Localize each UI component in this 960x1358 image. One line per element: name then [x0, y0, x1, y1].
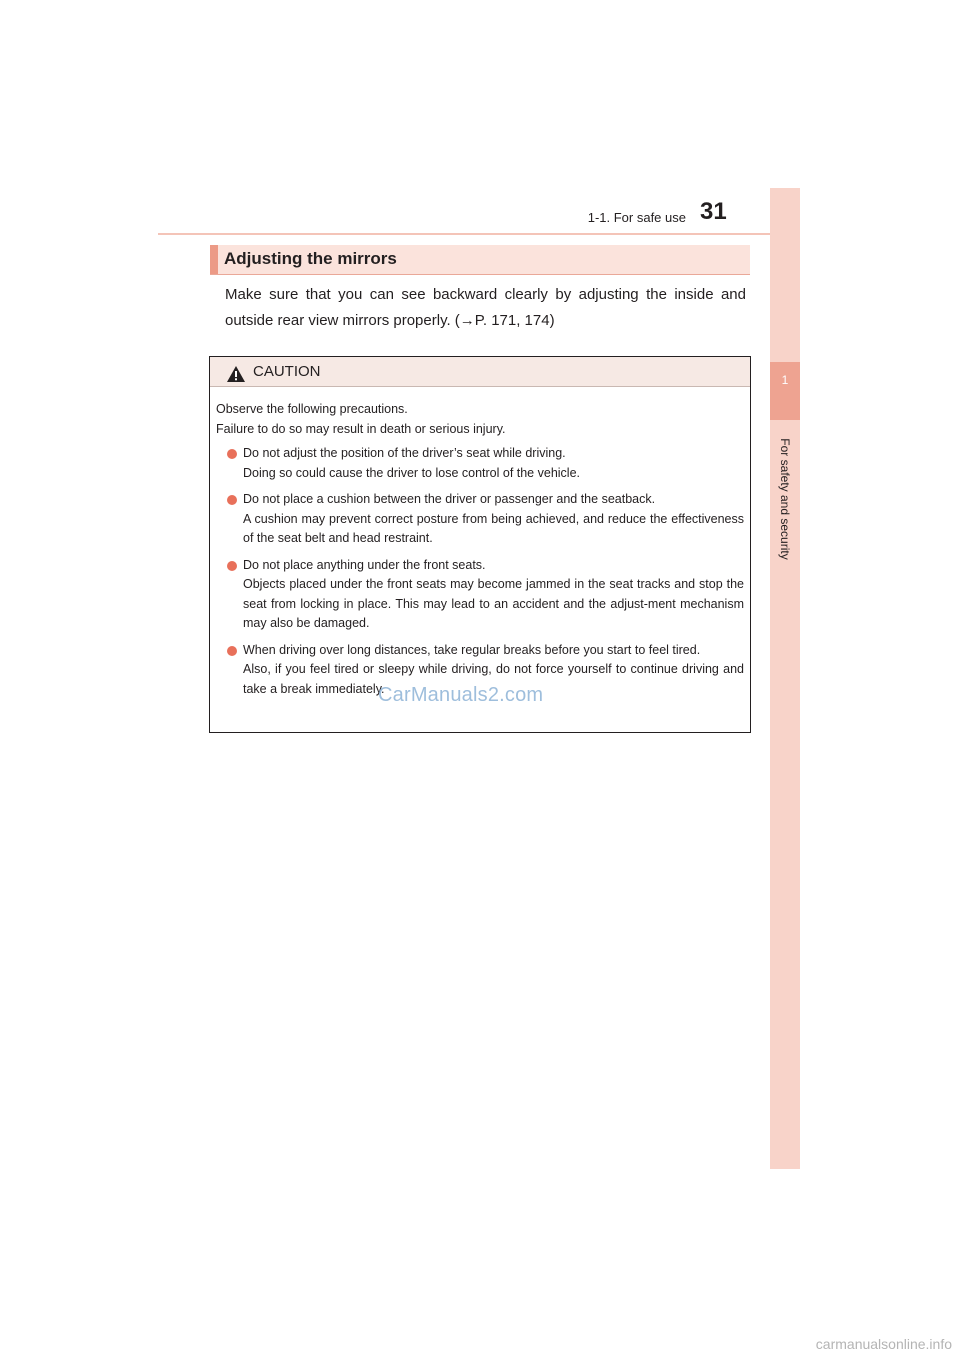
- footer-watermark: carmanualsonline.info: [815, 1336, 952, 1352]
- caution-intro-line: Observe the following precautions.: [216, 402, 408, 416]
- caution-item-heading: When driving over long distances, take regular breaks before you start to feel tired.: [243, 642, 701, 657]
- bullet-dot-icon: [227, 449, 237, 459]
- caution-item-detail: Objects placed under the front seats may become jammed in the seat tracks and stop the seat from locking in place. This may lead to an accident and the adjust-ment mechanism may also be damaged.: [243, 577, 744, 630]
- caution-header: [210, 357, 750, 387]
- chapter-number: 1: [781, 373, 789, 387]
- section-intro: Make sure that you can see backward clearly by adjusting the inside and outside rear view mirrors properly. (→P. 171, 174): [225, 286, 746, 329]
- caution-item-detail: Also, if you feel tired or sleepy while driving, do not force yourself to continue driving and take a break immediately.: [243, 662, 744, 696]
- bullet-dot-icon: [227, 561, 237, 571]
- chapter-number-box: [770, 362, 800, 420]
- chapter-side-tab: [770, 188, 800, 1169]
- watermark: CarManuals2.com: [378, 684, 544, 706]
- caution-intro-line: Failure to do so may result in death or serious injury.: [216, 422, 506, 436]
- caution-list: [216, 444, 744, 706]
- caution-title: CAUTION: [253, 363, 321, 380]
- caution-item-heading: Do not place anything under the front seats.: [243, 557, 486, 572]
- caution-item-heading: Do not adjust the position of the driver’s seat while driving.: [243, 446, 566, 460]
- warning-triangle-icon: [226, 365, 246, 383]
- running-header-section: 1-1. For safe use: [587, 210, 686, 225]
- chapter-label: For safety and security: [778, 438, 792, 560]
- section-heading: [210, 245, 750, 275]
- header-rule: [158, 233, 800, 235]
- page-number: 31: [700, 198, 727, 225]
- bullet-dot-icon: [227, 646, 237, 656]
- caution-item: [216, 490, 744, 549]
- caution-item-detail: Doing so could cause the driver to lose control of the vehicle.: [243, 465, 580, 480]
- bullet-dot-icon: [227, 495, 237, 505]
- caution-item-detail: A cushion may prevent correct posture from being achieved, and reduce the effectiveness of the seat belt and head restraint.: [243, 511, 744, 545]
- caution-item-heading: Do not place a cushion between the driver or passenger and the seatback.: [243, 492, 656, 506]
- caution-intro: [216, 399, 744, 439]
- caution-box: [209, 356, 751, 733]
- caution-item: [216, 556, 744, 634]
- section-heading-accent-bar: [210, 245, 218, 274]
- caution-item: [216, 444, 744, 483]
- section-title: Adjusting the mirrors: [224, 249, 397, 268]
